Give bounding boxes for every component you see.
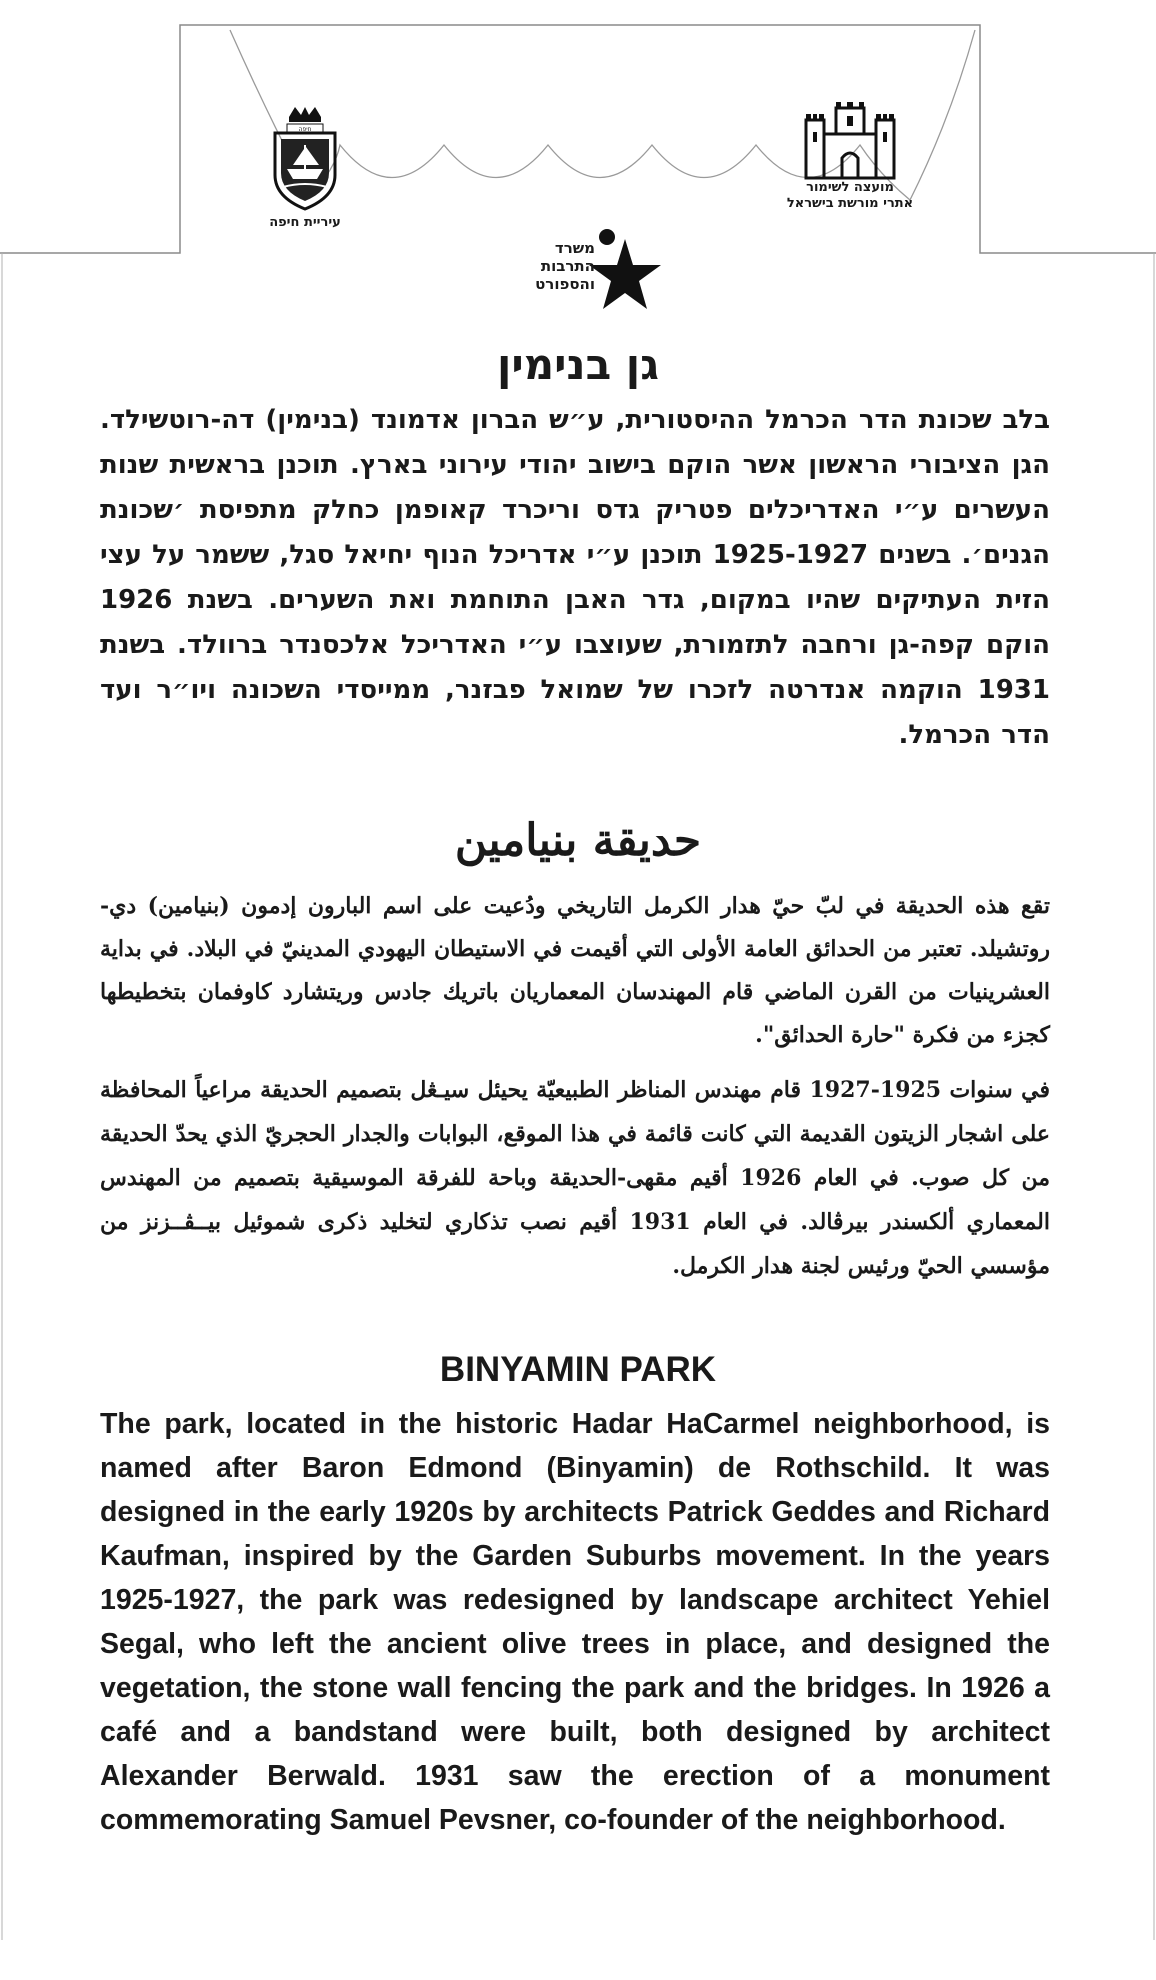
fortress-icon: [800, 100, 900, 180]
arabic-paragraph-2: في سنوات 1925-1927 قام مهندس المناظر الطبيعيّة يحيئل سيـڠل بتصميم الحديقة مراعياً المحافظة على اشجار الزيتون القديمة التي كانت قائمة في هذا الموقع، البوابات والجدار الحجريّ الذي يحدّ الحديقة من كل صوب. في العام 1926 أقيم مقهى-الحديقة وباحة للفرقة الموسيقية بتصميم من المهندس المعماري ألكسندر بيرڤالد. في العام 1931 أقيم نصب تذكاري لتخليد ذكرى شموئيل بيــڤــزنز من مؤسسي الحيّ ورئيس لجنة هدار الكرمل.: [100, 1077, 1051, 1279]
haifa-emblem-icon: [265, 105, 345, 215]
haifa-caption: עיריית חיפה: [269, 215, 341, 230]
hebrew-title: גן בנימין: [497, 340, 659, 389]
council-caption-line2: אתרי מורשת בישראל: [786, 196, 914, 211]
ministry-caption-line2: התרבות: [540, 257, 595, 275]
haifa-emblem-text: חיפה: [298, 126, 312, 133]
english-body: The park, located in the historic Hadar HaCarmel neighborhood, is named after Baron Edmond (Binyamin) de Rothschild. It was designed in the early 1920s by architects Patrick Geddes and Richard Kaufman, inspired by the Garden Suburbs movement. In the years 1925-1927, the park was redesigned by landscape architect Yehiel Segal, who left the ancient olive trees in place, and designed the vegetation, the stone wall fencing the park and the bridges. In 1926 a café and a bandstand were built, both designed by architect Alexander Berwald. 1931 saw the erection of a monument commemorating Samuel Pevsner, co-founder of the neighborhood.: [100, 1408, 1050, 1836]
council-caption-line1: מועצה לשימור: [806, 180, 894, 195]
ministry-caption-line3: והספורט: [535, 275, 595, 293]
ministry-caption-line1: משרד: [554, 239, 595, 257]
ministry-caption: [475, 239, 595, 293]
star-icon: [585, 225, 665, 325]
ministry-of-culture-logo: [475, 225, 665, 335]
haifa-municipality-logo: [250, 105, 360, 231]
arabic-title: حديقة بنيامين: [454, 815, 702, 866]
arabic-paragraph-1: تقع هذه الحديقة في لبّ حيّ هدار الكرمل التاريخي ودُعيت على اسم البارون إدمون (بنيامين) دي-روتشيلد. تعتبر من الحدائق العامة الأولى التي أقيمت في الاستيطان اليهودي المدينيّ في البلاد. في بداية العشرينيات من القرن الماضي قام المهندسان المعماريان باتريك جادس وريتشارد كاوفمان بتخطيطها كجزء من فكرة "حارة الحدائق".: [100, 893, 1050, 1048]
hebrew-body: בלב שכונת הדר הכרמל ההיסטורית, ע״ש הברון אדמונד (בנימין) דה-רוטשילד. הגן הציבורי הראשון אשר הוקם בישוב יהודי עירוני בארץ. תוכנן בראשית שנות העשרים ע״י האדריכלים פטריק גדס וריכרד קאופמן כחלק מתפיסת ׳שכונת הגנים׳. בשנים 1925-1927 תוכנן ע״י אדריכל הנוף יחיאל סגל, ששמר על עצי הזית העתיקים שהיו במקום, גדר האבן התוחמת ואת השערים. בשנת 1926 הוקם קפה-גן ורחבה לתזמורת, שעוצבו ע״י האדריכל אלכסנדר ברוולד. בשנת 1931 הוקמה אנדרטה לזכרו של שמואל פבזנר, ממייסדי השכונה ויו״ר ועד הדר הכרמל.: [100, 405, 1050, 750]
english-title: BINYAMIN PARK: [439, 1350, 717, 1389]
heritage-council-logo: [770, 100, 930, 212]
